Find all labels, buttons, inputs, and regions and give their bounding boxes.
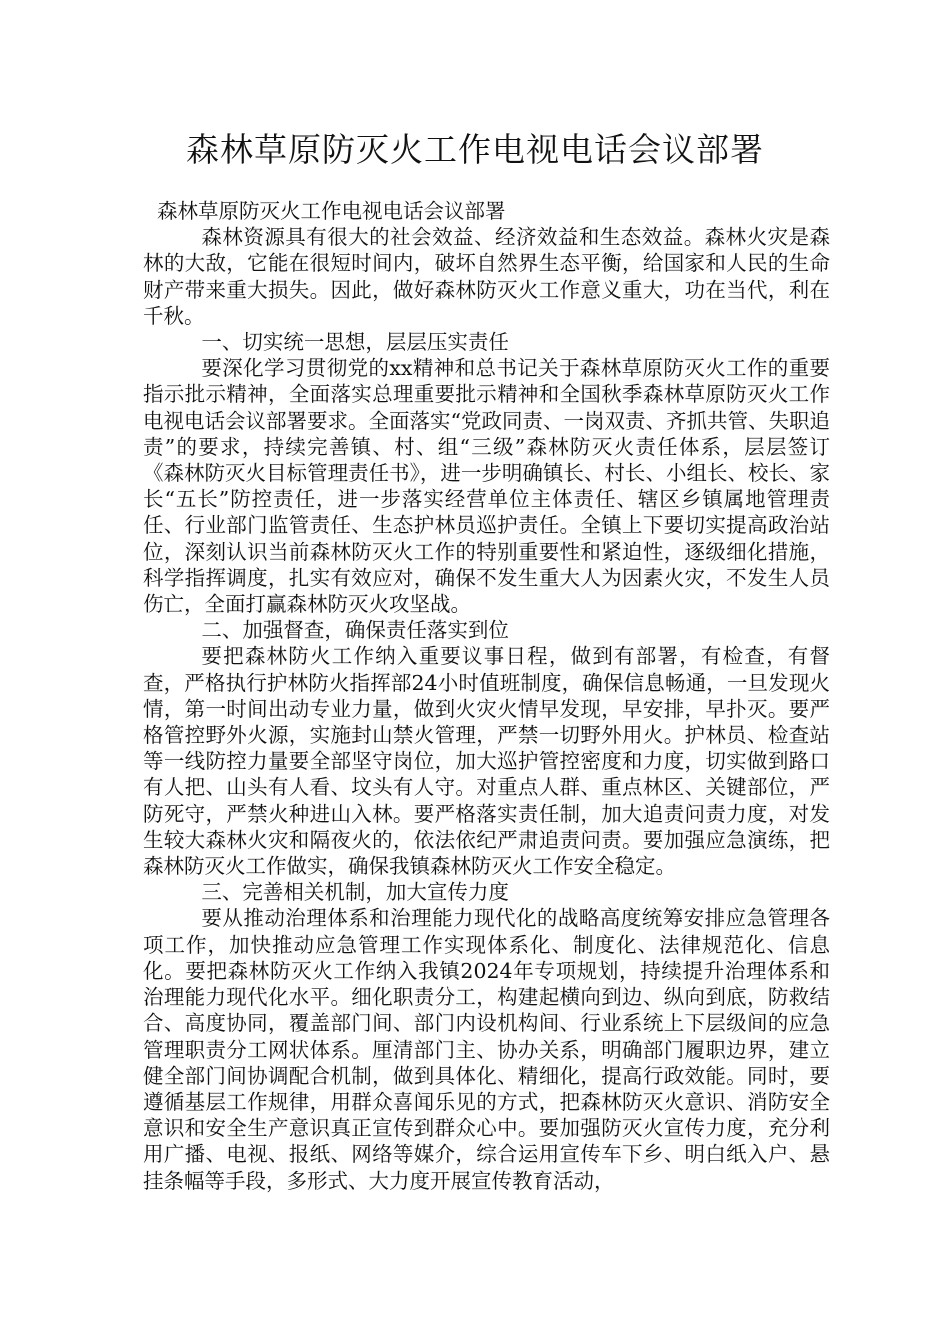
section-2-heading: 二、加强督查，确保责任落实到位 [201,618,509,643]
document-subtitle: 森林草原防灭火工作电视电话会议部署 [157,199,506,223]
document-body [143,198,830,1194]
intro-paragraph: 森林资源具有很大的社会效益、经济效益和生态效益。森林火灾是森林的大敌，它能在很短时间内，破坏自然界生态平衡，给国家和人民的生命财产带来重大损失。因此，做好森林防灭火工作意义重大，功在当代，利在千秋。 [143,225,830,328]
document-title: 森林草原防灭火工作电视电话会议部署 [186,130,764,169]
section-2-paragraph: 要把森林防火工作纳入重要议事日程，做到有部署，有检查，有督查，严格执行护林防火指挥部24小时值班制度，确保信息畅通，一旦发现火情，第一时间出动专业力量，做到火灾火情早发现，早安排，早扑灭。要严格管控野外火源，实施封山禁火管理，严禁一切野外用火。护林员、检查站等一线防控力量要全部坚守岗位，加大巡护管控密度和力度，切实做到路口有人把、山头有人看、坟头有人守。对重点人群、重点林区、关键部位，严防死守，严禁火种进山入林。要严格落实责任制，加大追责问责力度，对发生较大森林火灾和隔夜火的，依法依纪严肃追责问责。要加强应急演练，把森林防灭火工作做实，确保我镇森林防灭火工作安全稳定。 [143,644,830,879]
section-1-heading: 一、切实统一思想，层层压实责任 [201,330,509,355]
section-3-paragraph: 要从推动治理体系和治理能力现代化的战略高度统筹安排应急管理各项工作，加快推动应急管理工作实现体系化、制度化、法律规范化、信息化。要把森林防灭火工作纳入我镇2024年专项规划，持续提升治理体系和治理能力现代化水平。细化职责分工，构建起横向到边、纵向到底，防救结合、高度协同，覆盖部门间、部门内设机构间、行业系统上下层级间的应急管理职责分工网状体系。厘清部门主、协办关系，明确部门履职边界，建立健全部门间协调配合机制，做到具体化、精细化，提高行政效能。同时，要遵循基层工作规律，用群众喜闻乐见的方式，把森林防灭火意识、消防安全意识和安全生产意识真正宣传到群众心中。要加强防灭火宣传力度，充分利用广播、电视、报纸、网络等媒介，综合运用宣传车下乡、明白纸入户、悬挂条幅等手段，多形式、大力度开展宣传教育活动， [143,906,830,1193]
section-3-heading: 三、完善相关机制，加大宣传力度 [201,880,509,905]
section-1-paragraph: 要深化学习贯彻党的xx精神和总书记关于森林草原防灭火工作的重要指示批示精神，全面落实总理重要批示精神和全国秋季森林草原防灭火工作电视电话会议部署要求。全面落实“党政同责、一岗双责、齐抓共管、失职追责”的要求，持续完善镇、村、组“三级”森林防灭火责任体系，层层签订《森林防灭火目标管理责任书》，进一步明确镇长、村长、小组长、校长、家长“五长”防控责任，进一步落实经营单位主体责任、辖区乡镇属地管理责任、行业部门监管责任、生态护林员巡护责任。全镇上下要切实提高政治站位，深刻认识当前森林防灭火工作的特别重要性和紧迫性，逐级细化措施，科学指挥调度，扎实有效应对，确保不发生重大人为因素火灾，不发生人员伤亡，全面打赢森林防灭火攻坚战。 [143,356,830,617]
